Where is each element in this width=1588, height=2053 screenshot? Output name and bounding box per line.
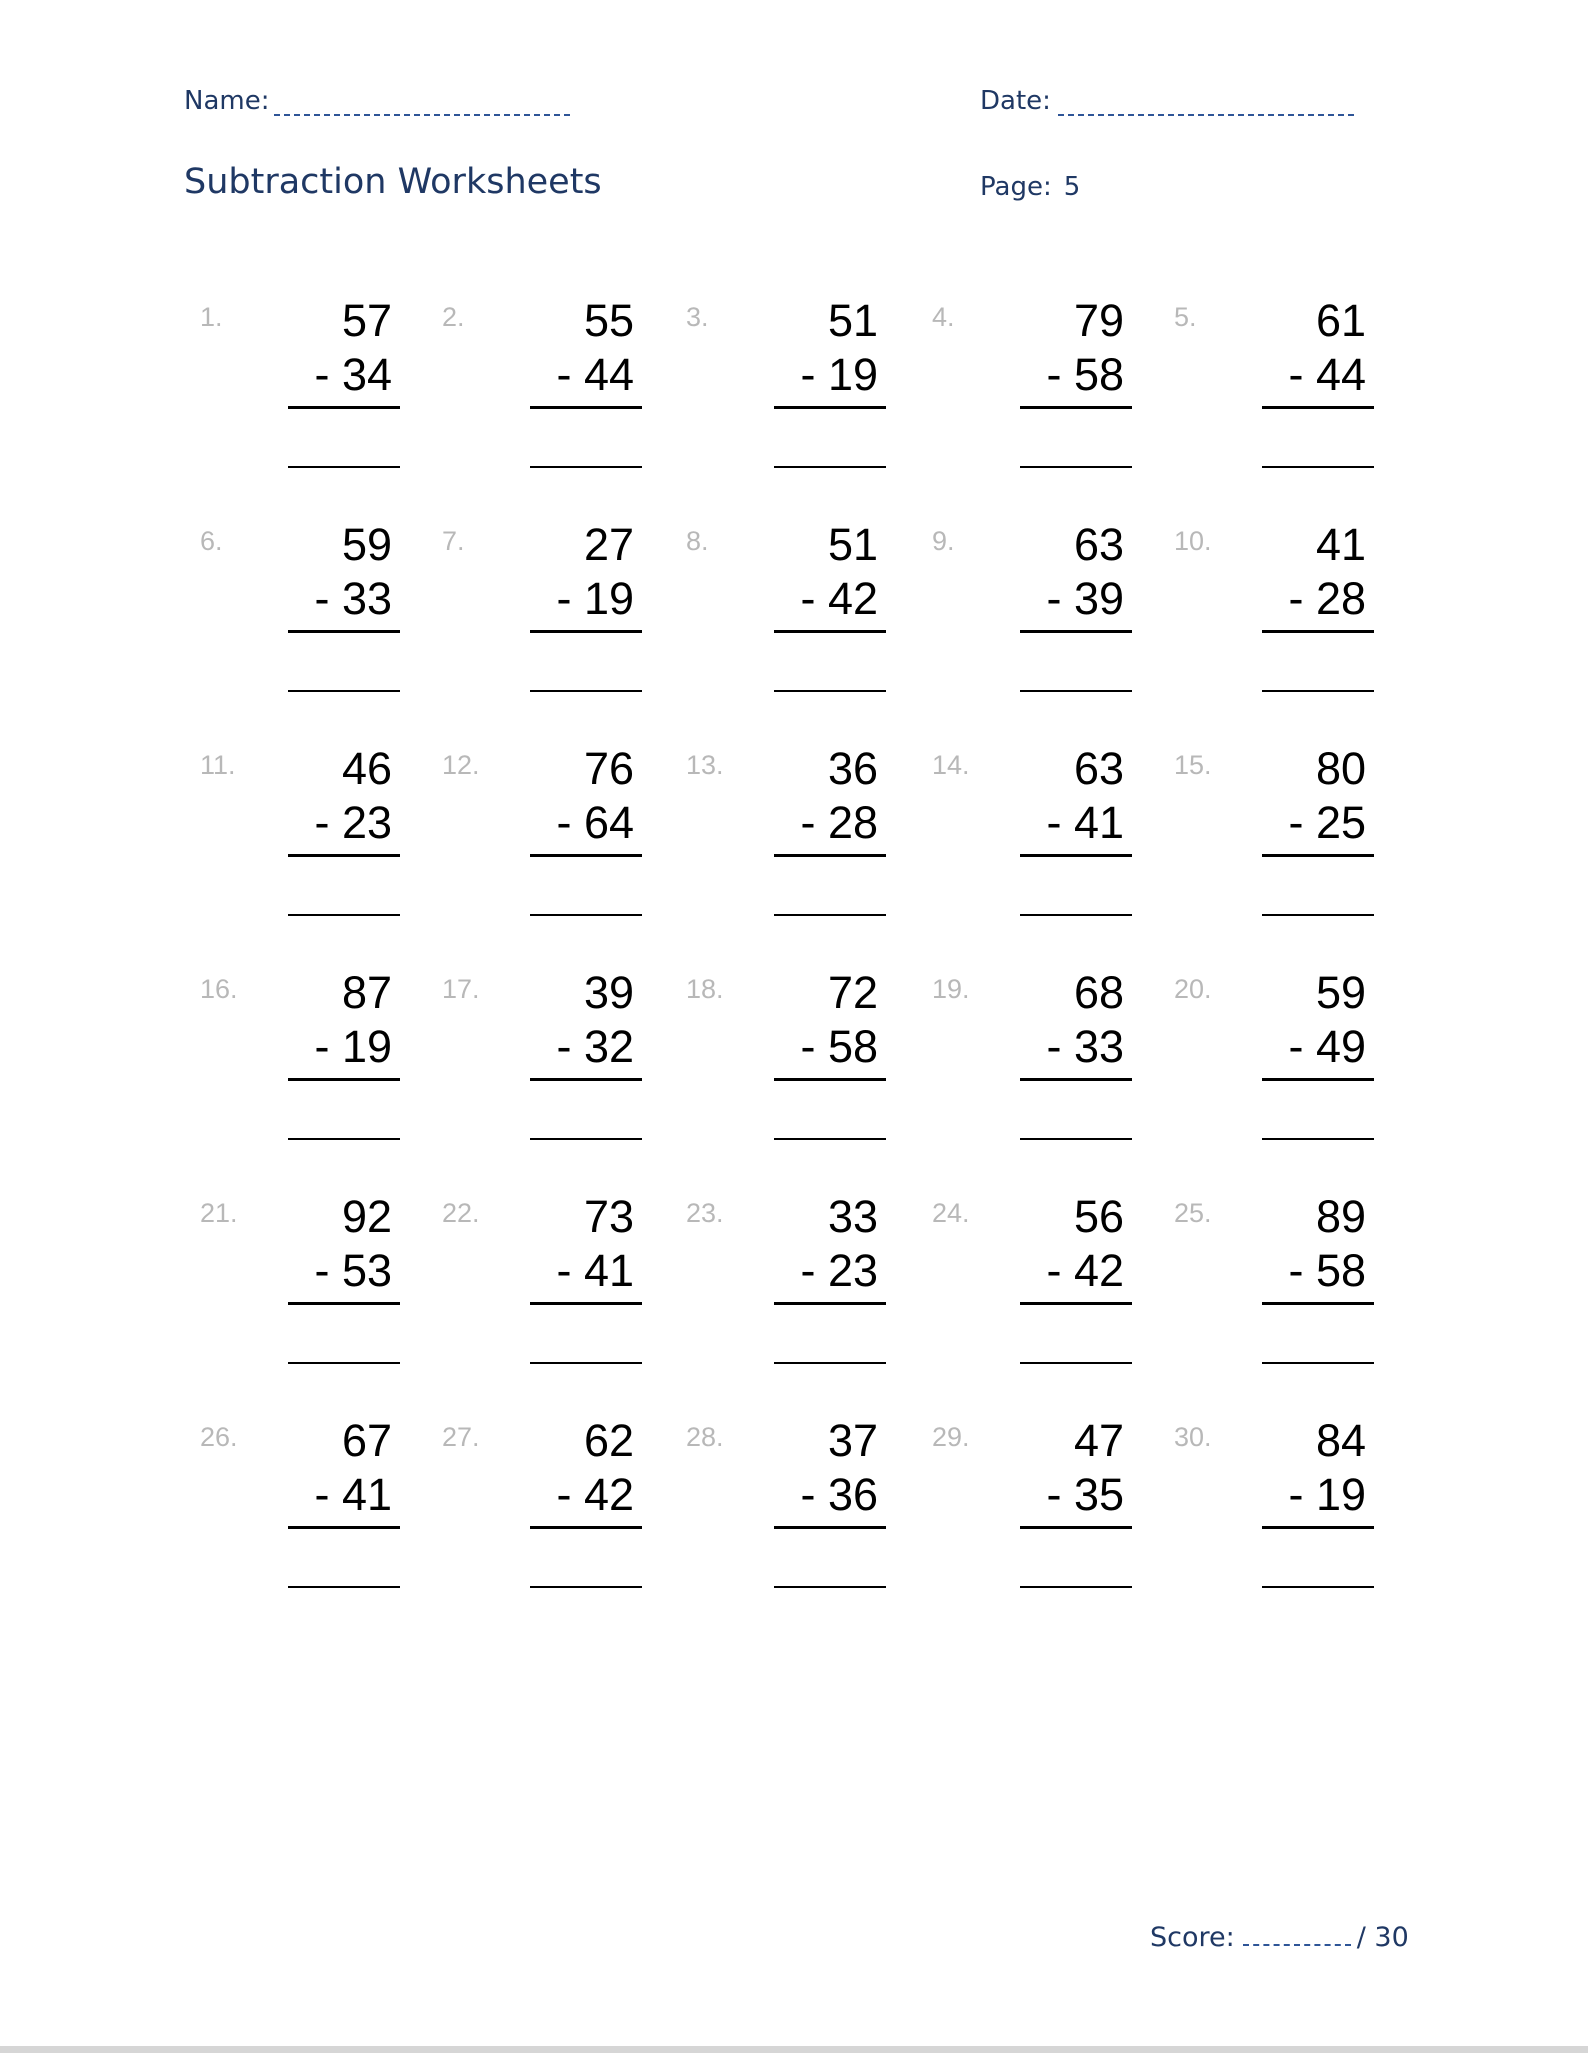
problem-number: 17. — [442, 974, 480, 1004]
problem-29 — [932, 1415, 1132, 1618]
subtrahend: - 19 — [556, 573, 634, 624]
answer-blank[interactable] — [530, 1362, 642, 1364]
minuend: 51 — [827, 519, 878, 570]
subtrahend: - 25 — [1288, 797, 1366, 848]
subtrahend: - 33 — [314, 573, 392, 624]
answer-blank[interactable] — [1262, 466, 1374, 468]
sum-rule — [1020, 1302, 1132, 1305]
minuend: 68 — [1073, 967, 1124, 1018]
minuend: 76 — [583, 743, 634, 794]
problem-21 — [200, 1191, 400, 1394]
score-total: / 30 — [1356, 1922, 1409, 1953]
answer-blank[interactable] — [774, 914, 886, 916]
score-blank[interactable] — [1243, 1944, 1351, 1946]
problem-15 — [1174, 743, 1374, 946]
problem-number: 7. — [442, 526, 465, 556]
sum-rule — [530, 1302, 642, 1305]
problem-1 — [200, 295, 400, 498]
answer-blank[interactable] — [530, 690, 642, 692]
problem-24 — [932, 1191, 1132, 1394]
answer-blank[interactable] — [288, 690, 400, 692]
minuend: 62 — [583, 1415, 634, 1466]
problem-13 — [686, 743, 886, 946]
sum-rule — [774, 1526, 886, 1529]
sum-rule — [530, 854, 642, 857]
minuend: 33 — [827, 1191, 878, 1242]
subtrahend: - 34 — [314, 349, 392, 400]
minuend: 73 — [583, 1191, 634, 1242]
problem-number: 29. — [932, 1422, 970, 1452]
minuend: 47 — [1073, 1415, 1124, 1466]
sum-rule — [1262, 1526, 1374, 1529]
problem-7 — [442, 519, 642, 722]
problem-number: 24. — [932, 1198, 970, 1228]
problem-11 — [200, 743, 400, 946]
minuend: 79 — [1073, 295, 1124, 346]
minuend: 92 — [341, 1191, 392, 1242]
minuend: 59 — [1315, 967, 1366, 1018]
sum-rule — [1020, 406, 1132, 409]
problem-number: 2. — [442, 302, 465, 332]
minuend: 27 — [583, 519, 634, 570]
answer-blank[interactable] — [1020, 466, 1132, 468]
problem-30 — [1174, 1415, 1374, 1618]
page-bottom-edge — [0, 2046, 1588, 2053]
answer-blank[interactable] — [530, 914, 642, 916]
sum-rule — [774, 854, 886, 857]
sum-rule — [288, 630, 400, 633]
problem-17 — [442, 967, 642, 1170]
problem-number: 25. — [1174, 1198, 1212, 1228]
score-label: Score: — [1150, 1922, 1235, 1953]
answer-blank[interactable] — [1262, 690, 1374, 692]
problem-27 — [442, 1415, 642, 1618]
sum-rule — [774, 630, 886, 633]
problem-8 — [686, 519, 886, 722]
answer-blank[interactable] — [530, 1138, 642, 1140]
minuend: 57 — [341, 295, 392, 346]
minuend: 41 — [1315, 519, 1366, 570]
answer-blank[interactable] — [774, 1586, 886, 1588]
subtrahend: - 19 — [800, 349, 878, 400]
subtrahend: - 33 — [1046, 1021, 1124, 1072]
answer-blank[interactable] — [1262, 1138, 1374, 1140]
subtrahend: - 42 — [800, 573, 878, 624]
minuend: 87 — [341, 967, 392, 1018]
sum-rule — [288, 1526, 400, 1529]
score-line — [1150, 1922, 1409, 1953]
problem-number: 28. — [686, 1422, 724, 1452]
subtrahend: - 19 — [314, 1021, 392, 1072]
subtrahend: - 44 — [1288, 349, 1366, 400]
problem-number: 27. — [442, 1422, 480, 1452]
sum-rule — [1262, 630, 1374, 633]
page-title: Subtraction Worksheets — [184, 162, 602, 202]
subtrahend: - 36 — [800, 1469, 878, 1520]
subtrahend: - 44 — [556, 349, 634, 400]
problem-number: 9. — [932, 526, 955, 556]
problem-number: 30. — [1174, 1422, 1212, 1452]
subtrahend: - 32 — [556, 1021, 634, 1072]
minuend: 61 — [1315, 295, 1366, 346]
problem-number: 4. — [932, 302, 955, 332]
minuend: 37 — [827, 1415, 878, 1466]
minuend: 51 — [827, 295, 878, 346]
sum-rule — [1262, 1078, 1374, 1081]
problem-number: 10. — [1174, 526, 1212, 556]
subtrahend: - 35 — [1046, 1469, 1124, 1520]
subtrahend: - 28 — [800, 797, 878, 848]
answer-blank[interactable] — [288, 914, 400, 916]
problem-number: 5. — [1174, 302, 1197, 332]
problem-5 — [1174, 295, 1374, 498]
subtrahend: - 41 — [314, 1469, 392, 1520]
sum-rule — [1020, 854, 1132, 857]
subtrahend: - 53 — [314, 1245, 392, 1296]
sum-rule — [1262, 1302, 1374, 1305]
sum-rule — [288, 1078, 400, 1081]
answer-blank[interactable] — [288, 1138, 400, 1140]
problem-number: 14. — [932, 750, 970, 780]
problem-28 — [686, 1415, 886, 1618]
subtrahend: - 41 — [1046, 797, 1124, 848]
sum-rule — [530, 1526, 642, 1529]
answer-blank[interactable] — [774, 466, 886, 468]
sum-rule — [1262, 406, 1374, 409]
subtrahend: - 39 — [1046, 573, 1124, 624]
answer-blank[interactable] — [288, 1586, 400, 1588]
sum-rule — [288, 1302, 400, 1305]
date-label: Date: — [980, 86, 1051, 116]
problem-2 — [442, 295, 642, 498]
sum-rule — [1020, 1526, 1132, 1529]
answer-blank[interactable] — [1262, 1586, 1374, 1588]
subtrahend: - 41 — [556, 1245, 634, 1296]
sum-rule — [530, 406, 642, 409]
problem-number: 6. — [200, 526, 223, 556]
minuend: 59 — [341, 519, 392, 570]
problem-20 — [1174, 967, 1374, 1170]
page-value: 5 — [1063, 172, 1081, 202]
problem-4 — [932, 295, 1132, 498]
minuend: 84 — [1315, 1415, 1366, 1466]
problem-number: 21. — [200, 1198, 238, 1228]
answer-blank[interactable] — [1262, 914, 1374, 916]
minuend: 36 — [827, 743, 878, 794]
problem-16 — [200, 967, 400, 1170]
sum-rule — [1262, 854, 1374, 857]
minuend: 39 — [583, 967, 634, 1018]
problem-9 — [932, 519, 1132, 722]
problem-number: 11. — [200, 750, 236, 780]
answer-blank[interactable] — [288, 466, 400, 468]
answer-blank[interactable] — [1020, 1362, 1132, 1364]
answer-blank[interactable] — [774, 1138, 886, 1140]
minuend: 56 — [1073, 1191, 1124, 1242]
problem-22 — [442, 1191, 642, 1394]
answer-blank[interactable] — [288, 1362, 400, 1364]
problem-number: 22. — [442, 1198, 480, 1228]
sum-rule — [1020, 1078, 1132, 1081]
subtrahend: - 58 — [1046, 349, 1124, 400]
subtrahend: - 58 — [1288, 1245, 1366, 1296]
subtrahend: - 64 — [556, 797, 634, 848]
answer-blank[interactable] — [1020, 1138, 1132, 1140]
answer-blank[interactable] — [1020, 690, 1132, 692]
subtrahend: - 23 — [800, 1245, 878, 1296]
problem-23 — [686, 1191, 886, 1394]
minuend: 63 — [1073, 519, 1124, 570]
subtrahend: - 28 — [1288, 573, 1366, 624]
answer-blank[interactable] — [774, 1362, 886, 1364]
page-label: Page: — [980, 172, 1052, 202]
minuend: 55 — [583, 295, 634, 346]
subtrahend: - 49 — [1288, 1021, 1366, 1072]
problem-number: 23. — [686, 1198, 724, 1228]
problem-25 — [1174, 1191, 1374, 1394]
subtrahend: - 58 — [800, 1021, 878, 1072]
problem-number: 3. — [686, 302, 709, 332]
sum-rule — [774, 1078, 886, 1081]
problem-18 — [686, 967, 886, 1170]
sum-rule — [530, 630, 642, 633]
subtrahend: - 42 — [1046, 1245, 1124, 1296]
answer-blank[interactable] — [1020, 914, 1132, 916]
sum-rule — [288, 854, 400, 857]
problem-number: 13. — [686, 750, 724, 780]
minuend: 46 — [341, 743, 392, 794]
problem-number: 16. — [200, 974, 238, 1004]
answer-blank[interactable] — [1020, 1586, 1132, 1588]
problem-14 — [932, 743, 1132, 946]
problem-number: 19. — [932, 974, 970, 1004]
name-label: Name: — [184, 86, 270, 116]
problem-number: 18. — [686, 974, 724, 1004]
minuend: 63 — [1073, 743, 1124, 794]
problem-26 — [200, 1415, 400, 1618]
subtrahend: - 23 — [314, 797, 392, 848]
answer-blank[interactable] — [774, 690, 886, 692]
answer-blank[interactable] — [530, 466, 642, 468]
subtrahend: - 42 — [556, 1469, 634, 1520]
minuend: 72 — [827, 967, 878, 1018]
problem-number: 8. — [686, 526, 709, 556]
problem-6 — [200, 519, 400, 722]
problem-3 — [686, 295, 886, 498]
problem-number: 15. — [1174, 750, 1212, 780]
sum-rule — [288, 406, 400, 409]
problem-19 — [932, 967, 1132, 1170]
problem-number: 26. — [200, 1422, 238, 1452]
sum-rule — [1020, 630, 1132, 633]
minuend: 67 — [341, 1415, 392, 1466]
problem-12 — [442, 743, 642, 946]
answer-blank[interactable] — [530, 1586, 642, 1588]
minuend: 80 — [1315, 743, 1366, 794]
problem-10 — [1174, 519, 1374, 722]
answer-blank[interactable] — [1262, 1362, 1374, 1364]
problem-number: 20. — [1174, 974, 1212, 1004]
sum-rule — [774, 406, 886, 409]
subtrahend: - 19 — [1288, 1469, 1366, 1520]
sum-rule — [774, 1302, 886, 1305]
minuend: 89 — [1315, 1191, 1366, 1242]
problem-number: 1. — [200, 302, 223, 332]
problem-number: 12. — [442, 750, 480, 780]
sum-rule — [530, 1078, 642, 1081]
